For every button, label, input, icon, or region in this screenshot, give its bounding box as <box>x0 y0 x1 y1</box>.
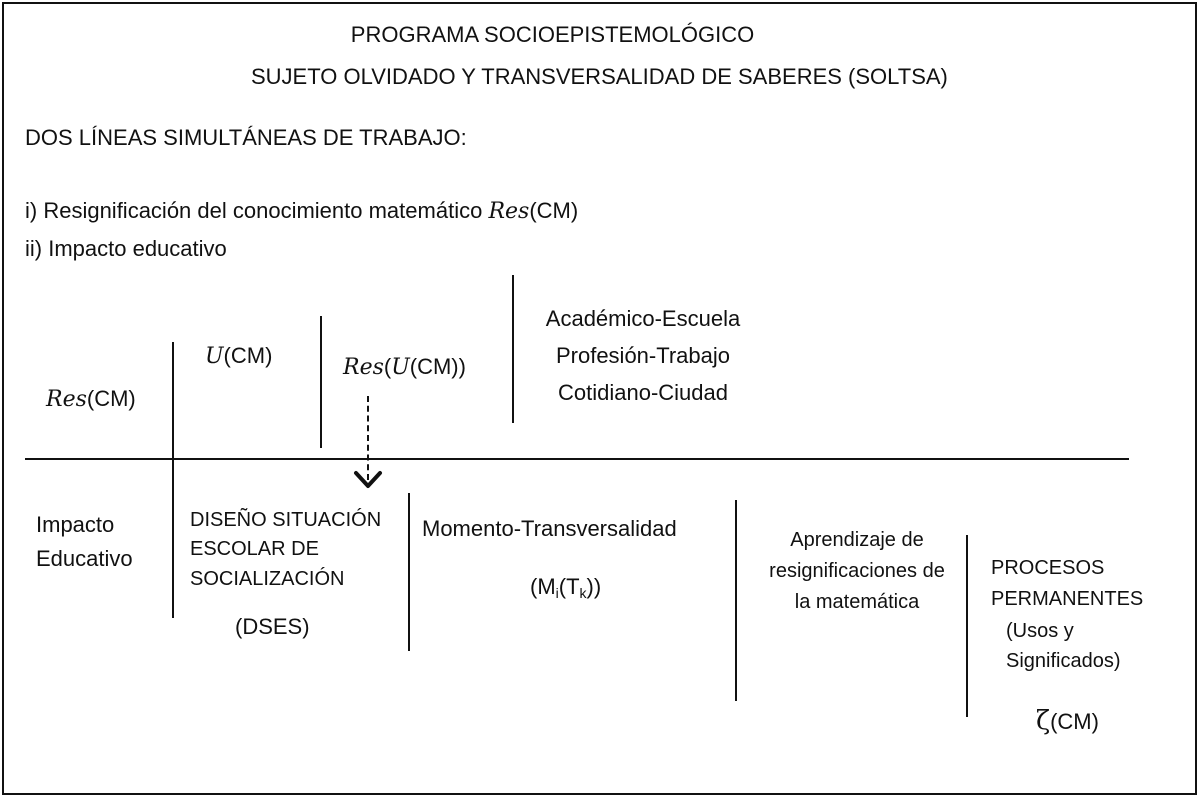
res-cm-label: Res(CM) <box>46 386 136 412</box>
res-u-cm-label: Res(U(CM)) <box>343 354 466 380</box>
procesos-line-1: PROCESOS <box>991 557 1105 579</box>
work-lines-heading: DOS LÍNEAS SIMULTÁNEAS DE TRABAJO: <box>25 125 467 150</box>
aprendizaje-line-2: resignificaciones de <box>769 560 945 582</box>
impacto-line-1: Impacto <box>36 512 115 537</box>
impacto-line-2: Educativo <box>36 546 133 571</box>
zeta-cm-label: ζ(CM) <box>1036 706 1099 736</box>
context-cotidiano: Cotidiano-Ciudad <box>558 380 728 405</box>
divider-dses-momento <box>408 493 410 651</box>
main-horizontal-divider <box>25 458 1129 460</box>
work-line-1: i) Resignificación del conocimiento matemático Res(CM) <box>25 198 579 224</box>
aprendizaje-line-3: la matemática <box>794 591 920 613</box>
work-line-2: ii) Impacto educativo <box>25 236 227 261</box>
dses-line-2: ESCOLAR DE <box>190 538 319 560</box>
dses-line-1: DISEÑO SITUACIÓN <box>190 509 382 531</box>
aprendizaje-line-1: Aprendizaje de <box>790 529 924 551</box>
divider-res-u <box>172 342 174 618</box>
momento-transversalidad-label: Momento-Transversalidad <box>422 516 677 541</box>
dses-line-3: SOCIALIZACIÓN <box>190 568 345 590</box>
context-profesion: Profesión-Trabajo <box>555 343 731 368</box>
divider-momento-aprendizaje <box>735 500 737 701</box>
title-line-1: PROGRAMA SOCIOEPISTEMOLÓGICO <box>350 22 755 47</box>
divider-u-resu <box>320 316 322 448</box>
divider-aprendizaje-procesos <box>966 535 968 717</box>
context-academico: Académico-Escuela <box>545 306 741 331</box>
procesos-line-4: Significados) <box>1006 650 1121 672</box>
momento-formula: $(M_i(T_k))$ <box>530 574 602 601</box>
divider-resu-contexts <box>512 275 514 423</box>
title-line-2: SUJETO OLVIDADO Y TRANSVERSALIDAD DE SABERES (SOLTSA) <box>251 64 948 89</box>
res-symbol: Res <box>488 199 530 224</box>
u-cm-label: U(CM) <box>205 343 273 369</box>
arrow-down-icon <box>353 468 383 492</box>
procesos-line-3: (Usos y <box>1006 620 1074 642</box>
dses-abbreviation: (DSES) <box>235 614 310 639</box>
procesos-line-2: PERMANENTES <box>991 588 1144 610</box>
